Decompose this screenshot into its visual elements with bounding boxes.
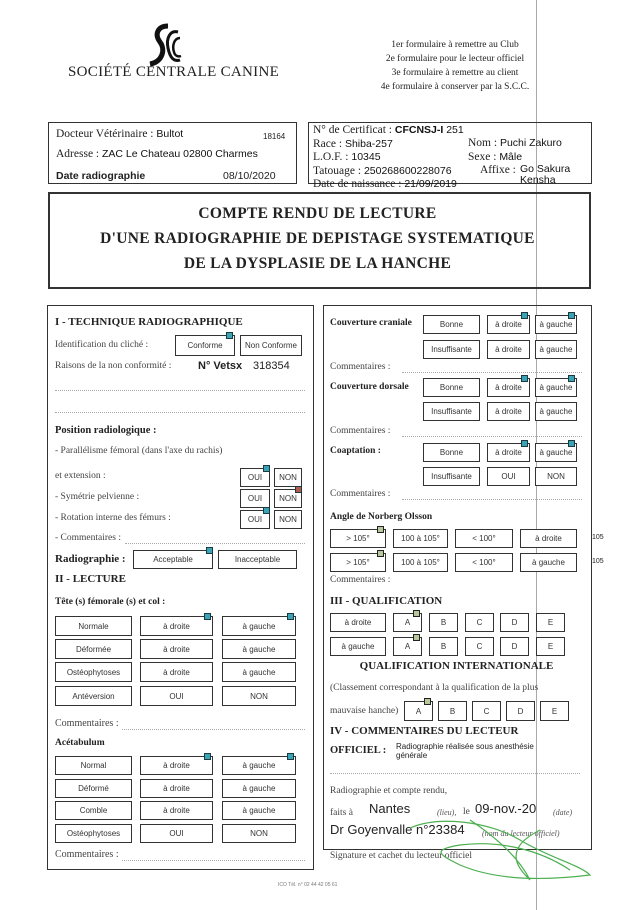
lof-value: 10345 xyxy=(351,151,381,163)
option-box[interactable]: à gauche xyxy=(535,340,577,359)
footer: ICO Tél. n° 02 44 42 05 61 xyxy=(278,882,338,888)
naissance-line xyxy=(313,178,464,192)
officiel-label: OFFICIEL : xyxy=(330,745,387,756)
option-box[interactable]: D xyxy=(500,637,529,656)
option-box[interactable]: à droite xyxy=(520,529,577,548)
checked-mark-icon xyxy=(206,547,213,554)
officiel-text-2: générale xyxy=(396,751,428,760)
raisons-label: Raisons de la non conformité : xyxy=(55,361,172,371)
acetabulum-heading: Acétabulum xyxy=(55,738,105,748)
officiel-text xyxy=(396,742,534,760)
option-box[interactable]: à droite xyxy=(140,639,213,659)
option-box[interactable]: Insuffisante xyxy=(423,340,480,359)
technique-heading: I - TECHNIQUE RADIOGRAPHIQUE xyxy=(55,316,243,328)
option-box[interactable]: Bonne xyxy=(423,443,480,462)
option-box[interactable]: < 100° xyxy=(455,553,513,572)
race-value: Shiba-257 xyxy=(344,137,393,150)
intl-grade-option[interactable]: E xyxy=(540,701,569,721)
dotted-line xyxy=(402,499,582,500)
option-box[interactable]: à gauche xyxy=(535,315,577,334)
option-box[interactable]: OUI xyxy=(487,467,530,486)
affixe-label: Affixe : xyxy=(480,164,516,176)
option-box[interactable]: OUI xyxy=(140,824,213,843)
option-box[interactable]: E xyxy=(536,637,565,656)
option-box[interactable]: à droite xyxy=(487,315,530,334)
address-value: ZAC Le Chateau 02800 Charmes xyxy=(102,148,258,160)
rotation-non[interactable]: NON xyxy=(274,510,302,529)
option-box[interactable]: à gauche xyxy=(222,756,296,775)
lecture-heading: II - LECTURE xyxy=(55,573,126,585)
dotted-line xyxy=(55,390,305,391)
commentaires-label: Commentaires : xyxy=(55,718,119,729)
position-heading: Position radiologique : xyxy=(55,425,157,436)
officiel-text-1: Radiographie réalisée sous anesthésie xyxy=(396,742,534,751)
label: Sexe : xyxy=(468,150,497,163)
option-box[interactable]: Normal xyxy=(55,756,132,775)
checked-mark-icon xyxy=(226,332,233,339)
lof-line xyxy=(313,151,464,165)
non-conforme-option[interactable]: Non Conforme xyxy=(240,335,302,356)
norberg-heading: Angle de Norberg Olsson xyxy=(330,512,433,522)
option-box[interactable]: Antéversion xyxy=(55,686,132,706)
sexe-line xyxy=(468,151,562,165)
option-box[interactable]: à gauche xyxy=(222,639,296,659)
scc-logo-icon xyxy=(140,22,182,70)
nom-value: Puchi Zakuro xyxy=(499,137,562,149)
parallelisme-label: - Parallélisme fémoral (dans l'axe du rachis) xyxy=(55,446,223,456)
affixe-1: Go Sakura xyxy=(520,163,571,175)
option-box[interactable]: C xyxy=(465,613,494,632)
option-box[interactable]: à gauche xyxy=(222,801,296,820)
doctor-value: Bultot xyxy=(156,128,184,140)
option-box[interactable]: A xyxy=(393,637,422,656)
option-box[interactable]: Insuffisante xyxy=(423,402,480,421)
label: Tatouage : xyxy=(313,164,362,177)
copy-note: 2e formulaire pour le lecteur officiel xyxy=(385,54,525,64)
option-box[interactable]: D xyxy=(500,613,529,632)
coaptation-heading: Coaptation : xyxy=(330,446,381,456)
symetrie-label: - Symétrie pelvienne : xyxy=(55,492,140,502)
acceptable-option[interactable]: Acceptable xyxy=(133,550,213,569)
sexe-value: Mâle xyxy=(499,150,523,163)
option-box[interactable]: NON xyxy=(222,686,296,706)
dotted-line xyxy=(402,372,582,373)
faits-a-label: faits à xyxy=(330,808,353,818)
affixe-value xyxy=(520,164,570,186)
option-box[interactable]: NON xyxy=(222,824,296,843)
checked-mark-icon xyxy=(521,440,528,447)
certificate-left xyxy=(313,124,464,192)
label: N° de Certificat : xyxy=(313,124,393,136)
affixe-2: Kensha xyxy=(520,174,556,186)
checked-mark-icon xyxy=(521,312,528,319)
commentaires-label: Commentaires : xyxy=(55,849,119,860)
nom-line xyxy=(468,137,562,151)
dotted-line xyxy=(330,773,580,774)
label: Race : xyxy=(313,137,343,150)
date-read: 09-nov.-20 xyxy=(475,801,537,816)
checked-mark-icon xyxy=(377,526,384,533)
label: Adresse : xyxy=(56,148,100,160)
dorsale-heading: Couverture dorsale xyxy=(330,382,409,392)
label: Date de naissance : xyxy=(313,178,402,190)
option-box[interactable]: Ostéophytoses xyxy=(55,662,132,682)
checked-mark-icon xyxy=(521,375,528,382)
title-line: D'UNE RADIOGRAPHIE DE DEPISTAGE SYSTEMATIQUE xyxy=(100,230,535,247)
comments-heading: IV - COMMENTAIRES DU LECTEUR xyxy=(330,725,519,737)
checked-mark-icon xyxy=(413,610,420,617)
option-box[interactable]: E xyxy=(536,613,565,632)
cert-number: 251 xyxy=(446,124,464,136)
option-box[interactable]: à droite xyxy=(140,756,213,775)
option-box[interactable]: à droite xyxy=(487,402,530,421)
checked-mark-icon xyxy=(413,634,420,641)
checked-mark-icon xyxy=(568,312,575,319)
report-title xyxy=(48,201,587,276)
option-box[interactable]: à gauche xyxy=(520,553,577,572)
commentaires-label: Commentaires : xyxy=(330,489,391,499)
dotted-line xyxy=(55,412,305,413)
option-box[interactable]: B xyxy=(429,613,458,632)
radiographie-label: Radiographie : xyxy=(55,553,126,565)
signature-label: Signature et cachet du lecteur officiel xyxy=(330,851,472,861)
date-value: 08/10/2020 xyxy=(223,170,276,182)
label: Docteur Vétérinaire : xyxy=(56,128,154,140)
checked-mark-icon xyxy=(568,440,575,447)
commentaires-label: Commentaires : xyxy=(330,362,391,372)
option-box[interactable]: B xyxy=(429,637,458,656)
dotted-line xyxy=(122,860,305,861)
option-box[interactable]: à droite xyxy=(140,662,213,682)
cert-line xyxy=(313,124,464,138)
lecteur-value: Dr Goyenvalle n°23384 xyxy=(330,822,465,837)
doctor-number: 18164 xyxy=(263,132,286,141)
option-box[interactable]: à gauche xyxy=(222,779,296,798)
checked-mark-icon xyxy=(204,613,211,620)
symetrie-oui[interactable]: OUI xyxy=(240,489,270,508)
classement-line-1: (Classement correspondant à la qualification de la plus xyxy=(330,683,539,693)
lieu-value: Nantes xyxy=(369,801,411,816)
option-box[interactable]: OUI xyxy=(140,686,213,706)
option-box[interactable]: Comble xyxy=(55,801,132,820)
date-hint: (date) xyxy=(553,808,573,817)
option-box[interactable]: Ostéophytoses xyxy=(55,824,132,843)
option-box[interactable]: 100 à 105° xyxy=(393,553,448,572)
option-box[interactable]: C xyxy=(465,637,494,656)
org-name: SOCIÉTÉ CENTRALE CANINE xyxy=(68,64,280,80)
intl-heading: QUALIFICATION INTERNATIONALE xyxy=(359,660,554,672)
symetrie-non[interactable]: NON xyxy=(274,489,302,508)
vet-address xyxy=(56,148,258,160)
option-box[interactable]: NON xyxy=(535,467,577,486)
certificate-right xyxy=(468,137,562,164)
classement-line-2: mauvaise hanche) xyxy=(330,706,399,716)
checked-mark-icon xyxy=(377,550,384,557)
option-box[interactable]: à droite xyxy=(487,378,530,397)
checked-mark-icon xyxy=(287,753,294,760)
checked-mark-icon xyxy=(568,375,575,382)
date-label: Date radiographie xyxy=(56,170,146,182)
commentaires-label: Commentaires : xyxy=(330,575,391,585)
lieu-hint: (lieu), xyxy=(437,808,457,817)
norberg-value-right: 105 xyxy=(592,534,604,541)
option-box[interactable]: à droite xyxy=(140,801,213,820)
option-box[interactable]: > 105° xyxy=(330,529,386,548)
le-label: le xyxy=(463,807,470,817)
dotted-line xyxy=(125,543,305,544)
raisons-bold: N° Vetsx xyxy=(198,360,243,372)
qualification-heading: III - QUALIFICATION xyxy=(330,595,443,607)
option-box[interactable]: à droite xyxy=(140,616,213,636)
checked-mark-icon xyxy=(263,465,270,472)
option-box[interactable]: à gauche xyxy=(330,637,386,656)
dotted-line xyxy=(402,436,582,437)
option-box[interactable]: à gauche xyxy=(222,662,296,682)
label: Nom : xyxy=(468,137,498,149)
tatouage-line xyxy=(313,165,464,179)
option-box[interactable]: à droite xyxy=(330,613,386,632)
vet-doctor xyxy=(56,128,183,140)
tete-heading: Tête (s) fémorale (s) et col : xyxy=(55,597,166,607)
checked-mark-icon xyxy=(263,507,270,514)
copy-note: 4e formulaire à conserver par la S.C.C. xyxy=(380,82,530,92)
option-box[interactable]: < 100° xyxy=(455,529,513,548)
extension-oui[interactable]: OUI xyxy=(240,468,270,487)
inacceptable-option[interactable]: Inacceptable xyxy=(218,550,297,569)
norberg-value-left: 105 xyxy=(592,558,604,565)
rotation-label: - Rotation interne des fémurs : xyxy=(55,513,171,523)
commentaires-label: - Commentaires : xyxy=(55,533,121,543)
extension-label: et extension : xyxy=(55,471,106,481)
intl-grade-option[interactable]: A xyxy=(404,701,433,721)
title-line: COMPTE RENDU DE LECTURE xyxy=(198,205,437,222)
option-box[interactable]: à gauche xyxy=(535,378,577,397)
checked-mark-icon xyxy=(287,613,294,620)
option-box[interactable]: à gauche xyxy=(535,443,577,462)
checked-mark-icon xyxy=(424,698,431,705)
option-box[interactable]: à gauche xyxy=(535,402,577,421)
title-line: DE LA DYSPLASIE DE LA HANCHE xyxy=(183,255,452,272)
conforme-option[interactable]: Conforme xyxy=(175,335,235,356)
copy-note: 3e formulaire à remettre au client xyxy=(391,68,519,78)
option-box[interactable]: A xyxy=(393,613,422,632)
option-box[interactable]: à gauche xyxy=(222,616,296,636)
copy-note: 1er formulaire à remettre au Club xyxy=(391,40,519,50)
checked-mark-icon xyxy=(204,753,211,760)
option-box[interactable]: à droite xyxy=(487,340,530,359)
option-box[interactable]: à droite xyxy=(487,443,530,462)
label: L.O.F. : xyxy=(313,151,349,163)
rotation-oui[interactable]: OUI xyxy=(240,510,270,529)
extension-non[interactable]: NON xyxy=(274,468,302,487)
option-box[interactable]: Déformée xyxy=(55,639,132,659)
compte-rendu-label: Radiographie et compte rendu, xyxy=(330,786,448,796)
option-box[interactable]: Normale xyxy=(55,616,132,636)
craniale-heading: Couverture craniale xyxy=(330,318,412,328)
intl-grade-option[interactable]: D xyxy=(506,701,535,721)
option-box[interactable]: 100 à 105° xyxy=(393,529,448,548)
raisons-value: 318354 xyxy=(253,360,290,372)
option-box[interactable]: Insuffisante xyxy=(423,467,480,486)
tatouage-value: 250268600228076 xyxy=(363,164,452,177)
signature-icon xyxy=(400,810,600,885)
option-box[interactable]: Bonne xyxy=(423,378,480,397)
identification-label: Identification du cliché : xyxy=(55,340,149,350)
naissance-value: 21/09/2019 xyxy=(404,178,457,190)
dotted-line xyxy=(122,729,305,730)
option-box[interactable]: à droite xyxy=(140,779,213,798)
checked-mark-icon xyxy=(295,486,302,493)
commentaires-label: Commentaires : xyxy=(330,426,391,436)
option-box[interactable]: > 105° xyxy=(330,553,386,572)
intl-grade-option[interactable]: B xyxy=(438,701,467,721)
cert-prefix: CFCNSJ-I xyxy=(394,124,444,136)
lecteur-hint: (nom du lecteur officiel) xyxy=(482,829,560,838)
option-box[interactable]: Déformé xyxy=(55,779,132,798)
copy-notes xyxy=(340,38,570,94)
race-line xyxy=(313,138,464,152)
option-box[interactable]: Bonne xyxy=(423,315,480,334)
intl-grade-option[interactable]: C xyxy=(472,701,501,721)
